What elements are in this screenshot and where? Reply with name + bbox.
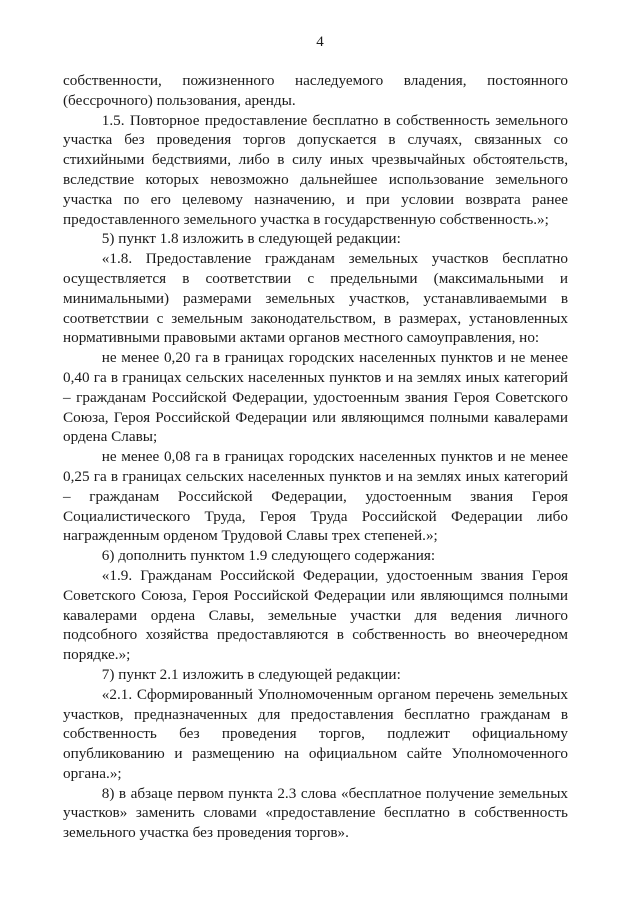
paragraph-amendment-8: 8) в абзаце первом пункта 2.3 слова «бесплатное получение земельных участков» заменить словами «предоставление бесплатно в собственность земельного участка без проведения торгов».: [63, 784, 568, 842]
paragraph-clause-1-8: «1.8. Предоставление гражданам земельных участков бесплатно осуществляется в соответствии с предельными (максимальными и минимальными) размерами земельных участков, устанавливаемыми в соответствии с земельным законодательством, в размерах, установленных нормативными правовыми актами органов местного самоуправления, но:: [63, 250, 568, 347]
paragraph-clause-2-1: «2.1. Сформированный Уполномоченным органом перечень земельных участков, предназначенных для предоставления бесплатно гражданам в собственность без проведения торгов, подлежит официальному опубликованию и размещению на официальном сайте Уполномоченного органа.»;: [63, 685, 568, 782]
paragraph-amendment-6: 6) дополнить пунктом 1.9 следующего содержания:: [101, 547, 436, 565]
paragraph-continuation: собственности, пожизненного наследуемого владения, постоянного (бессрочного) пользования, аренды.: [63, 72, 568, 109]
paragraph-amendment-5: 5) пункт 1.8 изложить в следующей редакции:: [101, 230, 401, 248]
paragraph-clause-1-5: 1.5. Повторное предоставление бесплатно в собственность земельного участка без проведения торгов допускается в случаях, связанных со стихийными бедствиями, либо в силу иных чрезвычайных обстоятельств, вследствие которых невозможно дальнейшее использование земельного участка по его целевому назначению, и при условии возврата ранее предоставленного земельного участка в государственную собственность.»;: [63, 111, 568, 228]
paragraph-amendment-7: 7) пункт 2.1 изложить в следующей редакции:: [101, 665, 401, 683]
document-body: [63, 71, 568, 843]
paragraph-clause-1-8-item-1: не менее 0,20 га в границах городских населенных пунктов и не менее 0,40 га в границах сельских населенных пунктов и на землях иных категорий – гражданам Российской Федерации, удостоенным звания Героя Советского Союза, Героя Российской Федерации или являющимся полными кавалерами ордена Славы;: [63, 349, 568, 446]
paragraph-clause-1-9: «1.9. Гражданам Российской Федерации, удостоенным звания Героя Советского Союза, Героя Российской Федерации или являющимся полными кавалерами ордена Славы, земельные участки для ведения личного подсобного хозяйства предоставляются в собственность во внеочередном порядке.»;: [63, 566, 568, 664]
paragraph-clause-1-8-item-2: не менее 0,08 га в границах городских населенных пунктов и не менее 0,25 га в границах сельских населенных пунктов и на землях иных категорий – гражданам Российской Федерации, удостоенным звания Героя Социалистического Труда, Героя Труда Российской Федерации либо награжденным орденом Трудовой Славы трех степеней.»;: [63, 448, 568, 545]
page-number: 4: [316, 34, 324, 50]
